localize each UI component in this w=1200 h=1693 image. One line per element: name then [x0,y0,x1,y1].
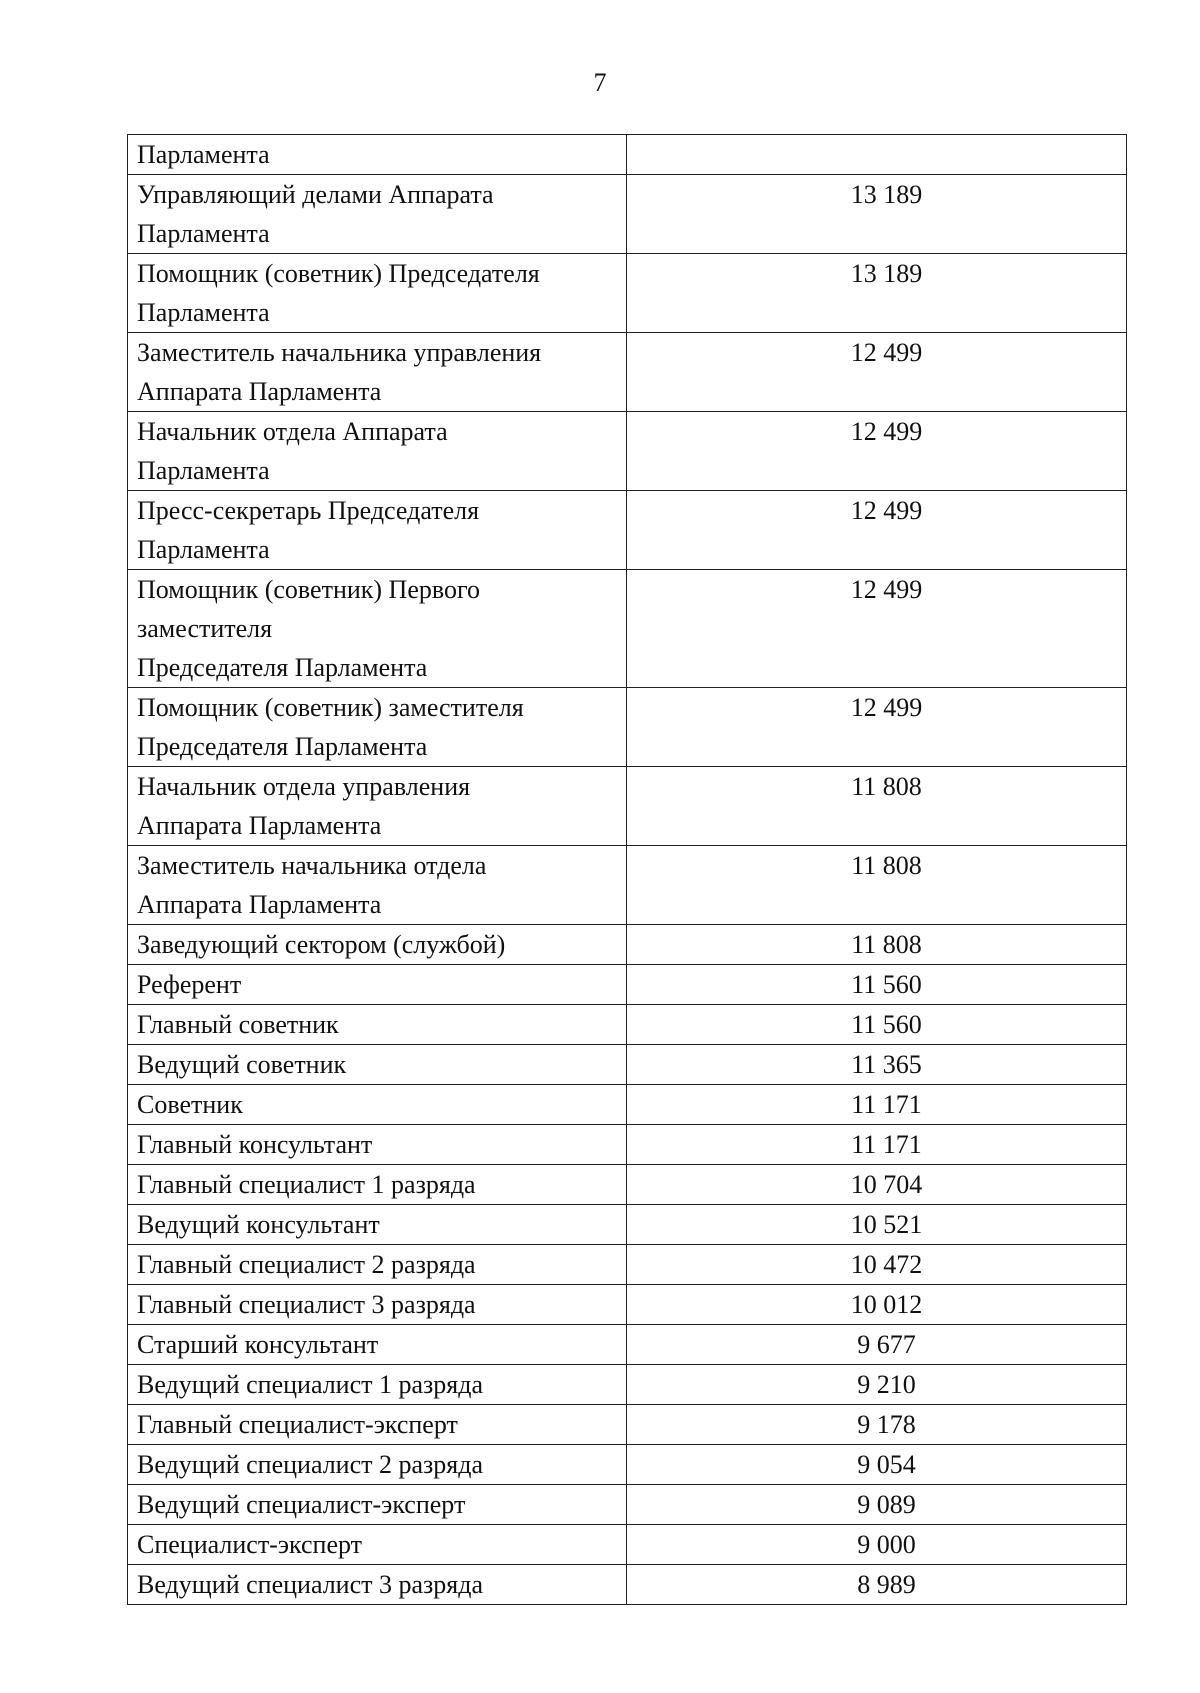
position-title: Помощник (советник) Первого заместителя Председателя Парламента [137,575,480,682]
table-row [128,1285,1127,1325]
position-title: Главный специалист 2 разряда [137,1250,476,1279]
table-row [128,1405,1127,1445]
position-title: Ведущий специалист 1 разряда [137,1370,484,1399]
position-title: Ведущий специалист-эксперт [137,1490,466,1519]
salary-amount-cell: 11 560 [627,965,1127,1005]
salary-amount-cell: 12 499 [627,412,1127,491]
salary-amount-cell: 9 677 [627,1325,1127,1365]
position-cell [128,767,627,846]
salary-amount-cell: 12 499 [627,333,1127,412]
page-number: 7 [593,68,607,97]
position-title: Помощник (советник) заместителя Председателя Парламента [137,693,524,761]
table-row [128,1205,1127,1245]
position-cell [128,1205,627,1245]
table-row [128,175,1127,254]
position-title: Начальник отдела управления Аппарата Парламента [137,772,471,840]
table-row [128,1245,1127,1285]
salary-amount-cell: 9 210 [627,1365,1127,1405]
table-row [128,1565,1127,1605]
table-row [128,491,1127,570]
position-cell [128,333,627,412]
table-row [128,688,1127,767]
position-cell [128,1365,627,1405]
salary-amount-cell: 9 089 [627,1485,1127,1525]
salary-amount-cell: 13 189 [627,254,1127,333]
salary-amount-cell: 8 989 [627,1565,1127,1605]
table-row [128,1325,1127,1365]
position-title: Советник [137,1090,243,1119]
table-body [128,135,1127,1605]
table-row [128,1525,1127,1565]
salary-amount-cell: 9 178 [627,1405,1127,1445]
position-cell [128,1565,627,1605]
position-title: Главный специалист 3 разряда [137,1290,476,1319]
position-cell [128,1485,627,1525]
position-cell [128,846,627,925]
position-title: Главный специалист 1 разряда [137,1170,476,1199]
salary-amount-cell: 11 171 [627,1085,1127,1125]
salary-table [127,134,1127,1605]
position-cell [128,1445,627,1485]
position-cell [128,1325,627,1365]
table-row [128,1085,1127,1125]
position-cell [128,1245,627,1285]
table-row [128,254,1127,333]
table-row [128,1365,1127,1405]
position-title: Главный советник [137,1010,339,1039]
table-row [128,767,1127,846]
position-title: Управляющий делами Аппарата Парламента [137,180,494,248]
salary-amount-cell: 10 521 [627,1205,1127,1245]
table-row [128,846,1127,925]
table-row [128,135,1127,175]
position-title: Главный консультант [137,1130,373,1159]
position-title: Заведующий сектором (службой) [137,930,506,959]
salary-amount-cell: 12 499 [627,491,1127,570]
position-cell [128,412,627,491]
salary-amount-cell: 11 560 [627,1005,1127,1045]
salary-amount-cell: 12 499 [627,570,1127,688]
table-row [128,965,1127,1005]
position-title: Парламента [137,140,270,169]
position-title: Ведущий специалист 2 разряда [137,1450,484,1479]
table-row [128,570,1127,688]
table-row [128,925,1127,965]
position-cell [128,1125,627,1165]
position-cell [128,1045,627,1085]
position-title: Помощник (советник) Председателя Парламента [137,259,540,327]
position-title: Ведущий консультант [137,1210,380,1239]
position-cell [128,135,627,175]
salary-amount-cell: 11 808 [627,846,1127,925]
salary-amount-cell: 10 472 [627,1245,1127,1285]
position-cell [128,570,627,688]
position-cell [128,1405,627,1445]
salary-amount-cell: 13 189 [627,175,1127,254]
salary-amount-cell: 12 499 [627,688,1127,767]
salary-amount-cell: 11 365 [627,1045,1127,1085]
position-cell [128,254,627,333]
salary-amount-cell: 11 808 [627,925,1127,965]
position-cell [128,1005,627,1045]
salary-amount-cell: 9 054 [627,1445,1127,1485]
salary-amount-cell [627,135,1127,175]
salary-amount-cell: 10 704 [627,1165,1127,1205]
position-title: Пресс-секретарь Председателя Парламента [137,496,480,564]
table-row [128,1125,1127,1165]
table-row [128,1045,1127,1085]
table-row [128,1485,1127,1525]
salary-amount-cell: 9 000 [627,1525,1127,1565]
position-cell [128,1165,627,1205]
position-cell [128,965,627,1005]
table-row [128,412,1127,491]
table-row [128,1165,1127,1205]
table-row [128,1445,1127,1485]
table-row [128,333,1127,412]
position-title: Ведущий советник [137,1050,347,1079]
position-cell [128,1285,627,1325]
position-cell [128,1525,627,1565]
position-cell [128,175,627,254]
position-title: Референт [137,970,242,999]
salary-amount-cell: 11 171 [627,1125,1127,1165]
position-title: Начальник отдела Аппарата Парламента [137,417,448,485]
position-title: Старший консультант [137,1330,379,1359]
table-row [128,1005,1127,1045]
position-title: Ведущий специалист 3 разряда [137,1570,484,1599]
salary-amount-cell: 10 012 [627,1285,1127,1325]
position-title: Специалист-эксперт [137,1530,362,1559]
position-title: Заместитель начальника отдела Аппарата Парламента [137,851,487,919]
position-title: Главный специалист-эксперт [137,1410,458,1439]
salary-amount-cell: 11 808 [627,767,1127,846]
position-cell [128,1085,627,1125]
position-cell [128,491,627,570]
position-title: Заместитель начальника управления Аппарата Парламента [137,338,542,406]
position-cell [128,925,627,965]
position-cell [128,688,627,767]
